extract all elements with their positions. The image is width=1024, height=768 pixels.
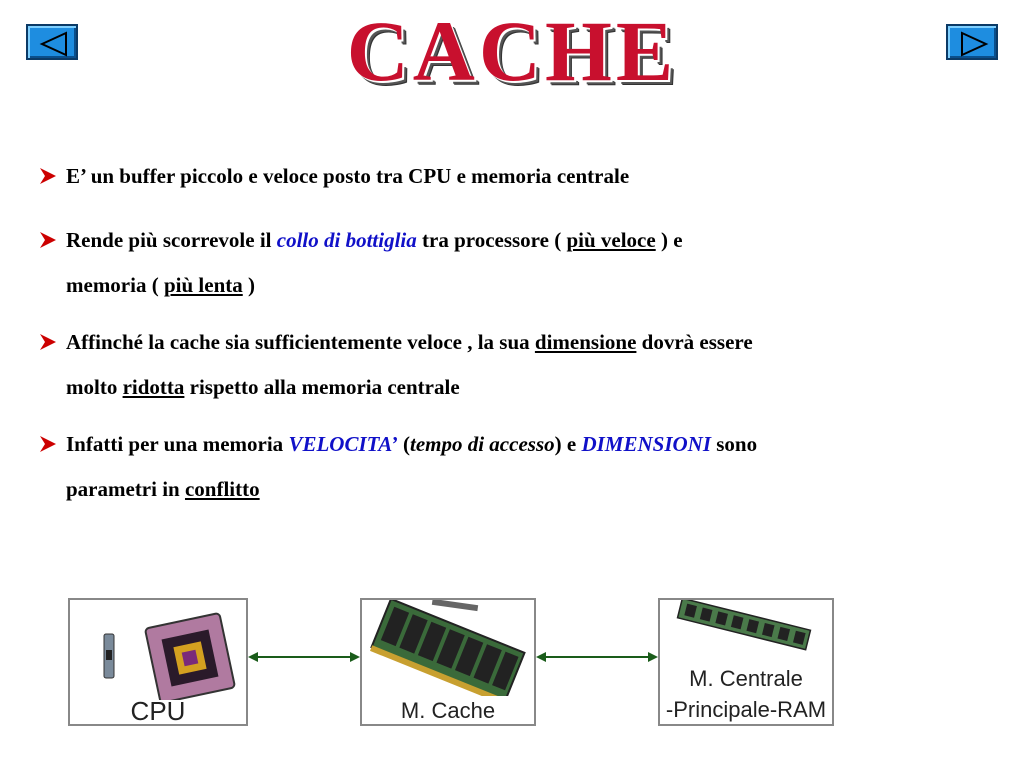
ram-label-line2: -Principale-RAM	[665, 697, 827, 722]
bullet-item	[38, 432, 757, 502]
underlined-text: conflitto	[184, 477, 260, 501]
cpu-chip-icon	[70, 600, 246, 700]
bullet-text: )	[242, 273, 255, 297]
bullet-text: parametri in	[66, 477, 185, 501]
bullet-text: Rende più scorrevole il	[66, 228, 277, 252]
arrow-bullet-icon	[38, 332, 58, 352]
bullet-text: tra processore (	[416, 228, 567, 252]
bullet-text: molto	[66, 375, 123, 399]
arrow-bullet-icon	[38, 166, 58, 186]
arrow-bullet-icon	[38, 230, 58, 250]
bullet-text: Affinché la cache sia sufficientemente veloce , la sua	[66, 330, 535, 354]
bullet-text: rispetto alla memoria centrale	[184, 375, 460, 399]
bullet-item	[38, 164, 629, 189]
bidirectional-arrow-icon	[248, 648, 360, 666]
emphasis-text: collo di bottiglia	[276, 228, 417, 252]
bullet-text: ) e	[655, 228, 683, 252]
underlined-text: dimensione	[534, 330, 637, 354]
bullet-item	[38, 330, 753, 400]
bidirectional-arrow-icon	[536, 648, 658, 666]
cache-memory-component	[360, 598, 536, 726]
cpu-component	[68, 598, 248, 726]
cache-label: M. Cache	[400, 698, 496, 723]
bullet-text: Infatti per una memoria	[66, 432, 289, 456]
italic-text: tempo di accesso	[409, 432, 555, 456]
bullet-text: sono	[711, 432, 758, 456]
underlined-text: più lenta	[163, 273, 243, 297]
emphasis-text: VELOCITA’	[288, 432, 398, 456]
underlined-text: ridotta	[122, 375, 185, 399]
ram-label-line1: M. Centrale	[689, 666, 803, 691]
bullet-text: memoria (	[66, 273, 164, 297]
arrow-bullet-icon	[38, 434, 58, 454]
cpu-label: CPU	[130, 696, 186, 726]
main-memory-component	[658, 598, 834, 726]
emphasis-text: DIMENSIONI	[581, 432, 711, 456]
ram-module-icon	[660, 600, 832, 660]
underlined-text: più veloce	[566, 228, 656, 252]
bullet-text: ) e	[554, 432, 582, 456]
bullet-text: dovrà essere	[636, 330, 753, 354]
bullet-text: E’ un buffer piccolo e veloce posto tra CPU e memoria centrale	[66, 164, 630, 188]
page-title: CACHE	[346, 3, 678, 99]
bullet-item	[38, 228, 683, 298]
bullet-text: (	[397, 432, 410, 456]
memory-module-icon	[362, 600, 534, 696]
